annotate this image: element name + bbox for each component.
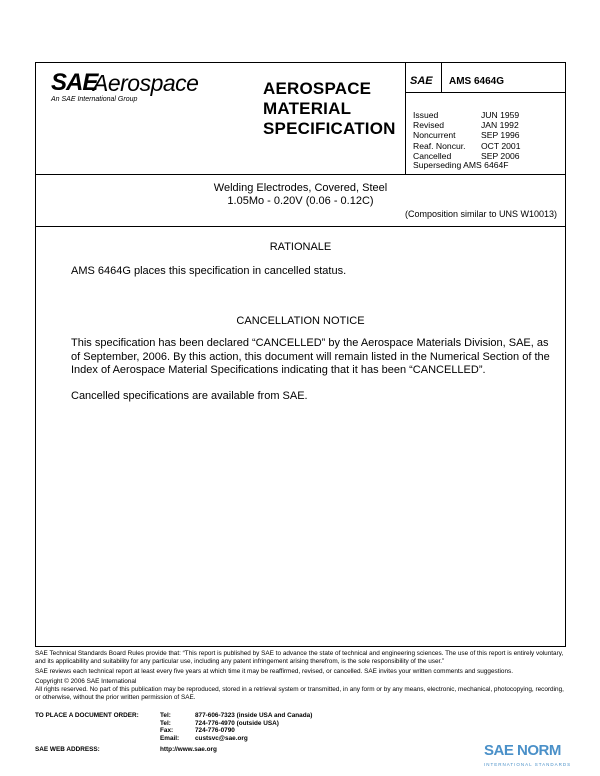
subject-composition: 1.05Mo - 0.20V (0.06 - 0.12C) (227, 195, 374, 207)
rules-text: SAE Technical Standards Board Rules provide that: “This report is published by SAE to advance the state of technical and engineering sciences. The use of this report is entirely voluntary, and its applicability and suitability for any particular use, including any patent infringement arising therefrom, is the sole responsibility of the user.” (35, 650, 564, 665)
web-label: SAE WEB ADDRESS: (35, 746, 100, 753)
review-text: SAE reviews each technical report at least every five years at which time it may be reaffirmed, revised, or cancelled. SAE invites your written comments and suggestions. (35, 668, 513, 675)
superseding-note: Superseding AMS 6464F (413, 160, 509, 170)
subject-title: Welding Electrodes, Covered, Steel (213, 182, 388, 194)
history-row: Noncurrent SEP 1996 (413, 130, 520, 141)
email-link[interactable]: custsvc@sae.org (195, 734, 248, 742)
notice-text: This specification has been declared “CANCELLED” by the Aerospace Materials Division, SAE, as of September, 2006. By this action, this document will remain listed in the Numerical Section of the Index of Aerospace Material Specifications indicating that it has been “CANCELLED”. (71, 337, 550, 376)
header-divider (405, 62, 406, 175)
notice-heading: CANCELLATION NOTICE (236, 315, 365, 327)
revision-history (413, 110, 521, 161)
history-row: Issued JUN 1959 (413, 110, 520, 120)
history-row: Cancelled SEP 2006 (413, 150, 520, 161)
subject-uns-note: (Composition similar to UNS W10013) (404, 209, 557, 219)
docnum-underline (405, 92, 566, 93)
footer-legal (35, 650, 570, 704)
sae-norm-watermark: SAE NORM (484, 742, 561, 759)
doc-type-line-3: SPECIFICATION (263, 119, 396, 138)
history-row: Revised JAN 1992 (413, 120, 519, 131)
rationale-text: AMS 6464G places this specification in cancelled status. (71, 265, 347, 277)
phone-us: 877-606-7323 (inside USA and Canada) (195, 712, 313, 719)
fax-number: 724-776-0790 (195, 727, 235, 735)
document-number: AMS 6464G (449, 76, 505, 87)
logo-divider (441, 62, 442, 92)
web-address (35, 746, 217, 753)
web-link[interactable]: http://www.sae.org (160, 746, 217, 753)
order-label: TO PLACE A DOCUMENT ORDER: (35, 712, 139, 719)
doc-type-line-1: AEROSPACE (263, 79, 372, 98)
order-info: TO PLACE A DOCUMENT ORDER: Tel: 877-606-7323 (inside USA and Canada) Tel: 724-776-4970 (outside USA) Fax: 724-776-0790 Email: custsvc@sae.org (35, 712, 313, 742)
sae-logo: SAE (51, 69, 98, 96)
subject-block (35, 175, 566, 227)
availability-text: Cancelled specifications are available from SAE. (71, 390, 308, 402)
sae-small-logo: SAE (410, 75, 433, 87)
doc-type-line-2: MATERIAL (263, 99, 352, 118)
sae-norm-subtitle: INTERNATIONAL STANDARDS (484, 762, 572, 767)
aerospace-logo-text: Aerospace (93, 70, 199, 96)
phone-intl: 724-776-4970 (outside USA) (195, 719, 279, 727)
logo-subtitle: An SAE International Group (51, 96, 138, 103)
rationale-heading: RATIONALE (269, 241, 332, 253)
header-block (35, 62, 566, 175)
rights-text: All rights reserved. No part of this publication may be reproduced, stored in a retrieval system or transmitted, in any form or by any means, electronic, mechanical, photocopying, recording, or otherwise, without the prior written permission of SAE. (35, 686, 564, 701)
body-block (35, 227, 566, 647)
history-row: Reaf. Noncur. OCT 2001 (413, 140, 521, 151)
copyright-text: Copyright © 2006 SAE International (35, 678, 137, 685)
